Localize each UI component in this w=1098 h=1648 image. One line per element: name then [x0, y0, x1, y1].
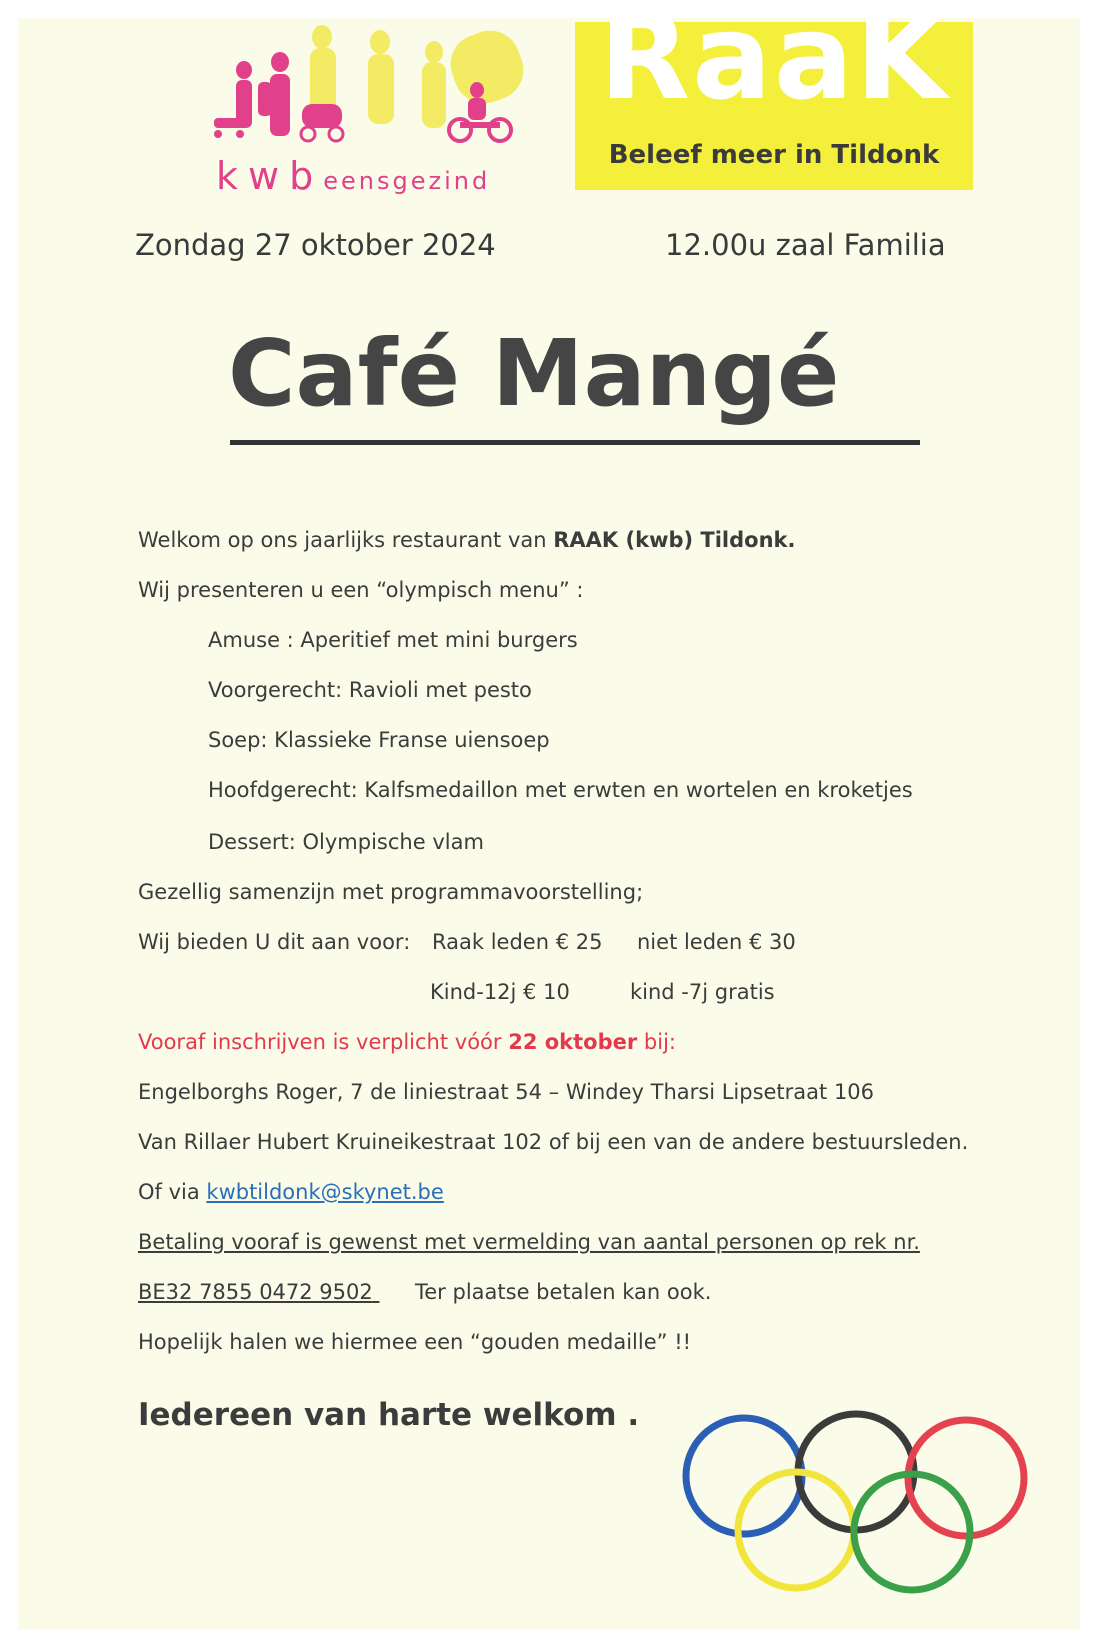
menu-item-amuse: Amuse : Aperitief met mini burgers [208, 628, 578, 652]
price-child12: Kind-12j € 10 [430, 980, 570, 1004]
price-child7: kind -7j gratis [630, 980, 775, 1004]
olympic-rings-icon [676, 1400, 1036, 1600]
contact-1: Engelborghs Roger, 7 de liniestraat 54 – Windey Tharsi Lipsetraat 106 [138, 1080, 875, 1104]
event-title: Café Mangé [228, 320, 840, 427]
email-link[interactable]: kwbtildonk@skynet.be [206, 1180, 444, 1204]
menu-intro: Wij presenteren u een “olympisch menu” : [138, 578, 584, 602]
payment-line: Betaling vooraf is gewenst met vermelding van aantal personen op rek nr. [138, 1230, 920, 1254]
iban-underline-tail [373, 1280, 397, 1304]
welcome-line [138, 528, 796, 552]
title-underline [230, 440, 920, 445]
menu-item-voorgerecht: Voorgerecht: Ravioli met pesto [208, 678, 532, 702]
contact-2: Van Rillaer Hubert Kruineikestraat 102 of bij een van de andere bestuursleden. [138, 1130, 969, 1154]
welcome-prefix: Welkom op ons jaarlijks restaurant van [138, 528, 554, 552]
raak-tagline: Beleef meer in Tildonk [608, 140, 940, 170]
price-nonmembers: niet leden € 30 [637, 930, 796, 954]
registration-prefix: Vooraf inschrijven is verplicht vóór [138, 1030, 509, 1054]
kwb-letters: kwb [216, 154, 324, 198]
menu-item-hoofdgerecht: Hoofdgerecht: Kalfsmedaillon met erwten en wortelen en kroketjes [208, 778, 913, 802]
raak-logo [575, 0, 973, 190]
registration-suffix: bij: [637, 1030, 676, 1054]
closing-welcome: Iedereen van harte welkom . [138, 1397, 640, 1433]
price-members: Raak leden € 25 [432, 930, 603, 954]
kwb-slogan: eensgezind [323, 167, 491, 195]
onsite-payment: Ter plaatse betalen kan ook. [415, 1280, 712, 1304]
iban: BE32 7855 0472 9502 [138, 1280, 373, 1304]
family-silhouettes-icon [202, 22, 562, 162]
iban-line [138, 1280, 397, 1304]
registration-line [138, 1030, 676, 1054]
email-line [138, 1180, 444, 1204]
kwb-wordmark [216, 154, 490, 198]
menu-item-soep: Soep: Klassieke Franse uiensoep [208, 728, 550, 752]
registration-date: 22 oktober [508, 1030, 638, 1054]
welcome-org: RAAK (kwb) Tildonk. [553, 528, 796, 552]
email-prefix: Of via [138, 1180, 207, 1204]
program-line: Gezellig samenzijn met programmavoorstelling; [138, 880, 644, 904]
hope-line: Hopelijk halen we hiermee een “gouden medaille” !! [138, 1330, 692, 1354]
event-date: Zondag 27 oktober 2024 [135, 228, 496, 262]
raak-wordmark: RaaK [599, 0, 949, 126]
kwb-logo [202, 22, 562, 202]
event-time-place: 12.00u zaal Familia [665, 228, 946, 262]
menu-item-dessert: Dessert: Olympische vlam [208, 830, 484, 854]
price-intro: Wij bieden U dit aan voor: [138, 930, 411, 954]
